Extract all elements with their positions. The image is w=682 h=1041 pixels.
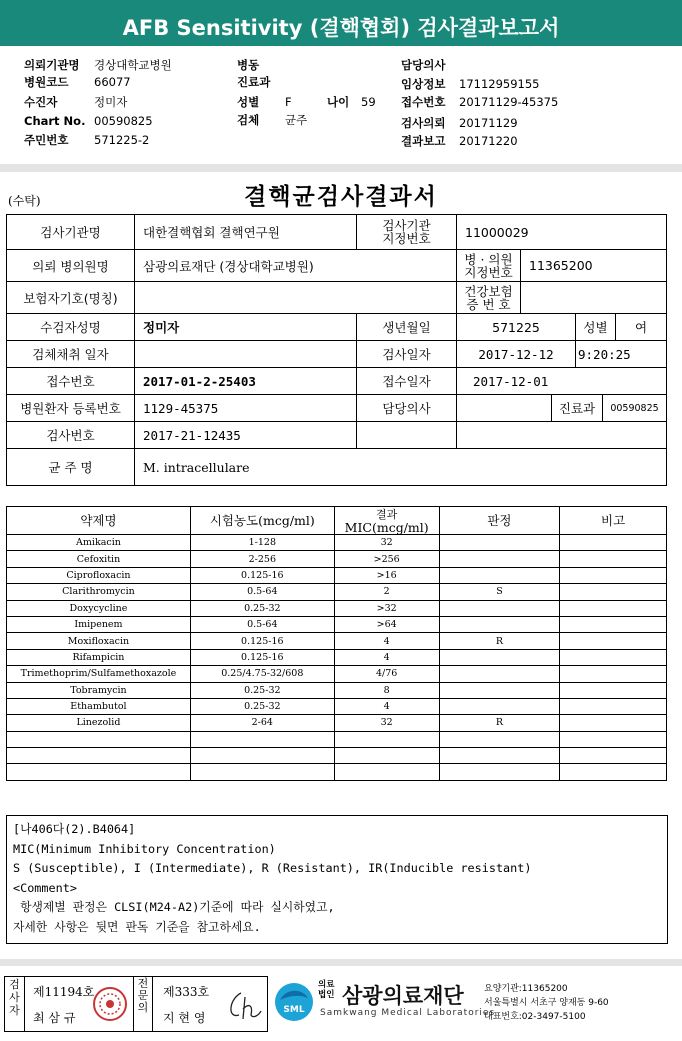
- accession-label: 접수번호: [401, 95, 446, 109]
- drug-mic: 32: [334, 535, 439, 551]
- footer: [0, 966, 682, 1041]
- drug-interpretation: [439, 698, 560, 714]
- notes-box: [6, 815, 668, 944]
- empty-cell: [356, 421, 457, 449]
- organism-label: 균 주 명: [6, 448, 135, 486]
- drug-remark: [560, 551, 667, 567]
- header-result: 결과: [376, 507, 398, 521]
- drug-name: Ciprofloxacin: [7, 567, 191, 583]
- drug-interpretation: R: [439, 633, 560, 649]
- drug-remark: [560, 616, 667, 632]
- drug-name: [7, 748, 191, 764]
- lab-code-label-1: 검사기관: [382, 218, 431, 233]
- age-value: 59: [361, 95, 376, 109]
- receipt-no-label: 접수번호: [6, 367, 135, 395]
- drug-name: Clarithromycin: [7, 584, 191, 600]
- drug-concentration: [190, 764, 334, 780]
- foundation-phone: 대표번호:02-3497-5100: [484, 1012, 586, 1022]
- examiner-no: 제11194호: [33, 985, 95, 999]
- drug-concentration: 0.125-16: [190, 633, 334, 649]
- req-hosp-value: 삼광의료재단 (경상대학교병원): [134, 249, 457, 282]
- drug-name: Linezolid: [7, 715, 191, 731]
- hosp-code-label: [456, 249, 521, 282]
- table-row: [7, 551, 667, 567]
- drug-name: Amikacin: [7, 535, 191, 551]
- drug-concentration: [190, 731, 334, 747]
- chart-label: Chart No.: [24, 114, 86, 128]
- hosp-code-value: 11365200: [520, 249, 667, 282]
- drug-mic: 4: [334, 698, 439, 714]
- table-row: [7, 584, 667, 600]
- drug-remark: [560, 715, 667, 731]
- drug-concentration: [190, 748, 334, 764]
- drug-concentration: 0.125-16: [190, 567, 334, 583]
- sex-label: 성별: [237, 95, 260, 109]
- drug-mic: 4: [334, 649, 439, 665]
- drug-interpretation: [439, 567, 560, 583]
- code-value: 66077: [94, 75, 131, 89]
- drug-concentration: 1-128: [190, 535, 334, 551]
- drug-interpretation: [439, 649, 560, 665]
- sheet-sex-value: 여: [615, 313, 667, 341]
- report-value: 20171220: [459, 134, 518, 148]
- drug-name: Cefoxitin: [7, 551, 191, 567]
- drug-mic: 8: [334, 682, 439, 698]
- table-row: [7, 649, 667, 665]
- drug-name: Moxifloxacin: [7, 633, 191, 649]
- request-value: 20171129: [459, 116, 518, 130]
- table-row: [7, 567, 667, 583]
- lab-code-value: 11000029: [456, 214, 667, 250]
- corp-label-1: 의료: [318, 980, 335, 990]
- drug-mic: >16: [334, 567, 439, 583]
- health-value: [520, 281, 667, 314]
- drug-interpretation: [439, 764, 560, 780]
- name-label: 수검자성명: [6, 313, 135, 341]
- header-mic-unit: MIC(mcg/ml): [344, 519, 429, 535]
- notes-comment-label: <Comment>: [13, 880, 77, 895]
- age-label: 나이: [327, 95, 350, 109]
- lab-label: 검사기관명: [6, 214, 135, 250]
- drug-name: Doxycycline: [7, 600, 191, 616]
- test-no-label: 검사번호: [6, 421, 135, 449]
- rrn-value: 571225-2: [94, 133, 150, 147]
- report-label: 결과보고: [401, 134, 446, 148]
- drug-name: Rifampicin: [7, 649, 191, 665]
- drug-concentration: 0.25/4.75-32/608: [190, 666, 334, 682]
- table-row: [7, 666, 667, 682]
- dob-value: 571225: [456, 313, 576, 341]
- sheet-dept-label: 진료과: [551, 394, 603, 422]
- drug-interpretation: S: [439, 584, 560, 600]
- drug-interpretation: [439, 551, 560, 567]
- logo-badge: SML: [283, 1005, 305, 1015]
- drug-mic: [334, 764, 439, 780]
- drug-remark: [560, 682, 667, 698]
- drug-table-header: [7, 507, 667, 535]
- lab-value: 대한결핵협회 결핵연구원: [134, 214, 357, 250]
- drug-remark: [560, 731, 667, 747]
- hosp-code-label-1: 병 · 의원: [464, 251, 513, 267]
- clinical-label: 임상정보: [401, 77, 446, 91]
- table-row: [7, 616, 667, 632]
- test-time-value: 9:20:25: [575, 340, 667, 368]
- drug-remark: [560, 584, 667, 600]
- lab-code-label-2: 지정번호: [382, 231, 431, 246]
- specialist-label: 전문의: [133, 977, 153, 1031]
- specialist-name: 지 현 영: [163, 1011, 206, 1025]
- examiner-label: 검사자: [5, 977, 25, 1031]
- insurer-value: [134, 281, 457, 314]
- ward-label: 병동: [237, 58, 260, 72]
- collect-value: [134, 340, 357, 368]
- drug-interpretation: [439, 748, 560, 764]
- table-row: [7, 535, 667, 551]
- notes-mic-definition: MIC(Minimum Inhibitory Concentration): [13, 841, 276, 856]
- drug-name: Imipenem: [7, 616, 191, 632]
- health-label-1: 건강보험: [464, 283, 513, 299]
- table-row: [7, 633, 667, 649]
- empty-cell: [456, 421, 667, 449]
- insurer-label: 보험자기호(명칭): [6, 281, 135, 314]
- drug-name: Ethambutol: [7, 698, 191, 714]
- drug-mic: 32: [334, 715, 439, 731]
- chart-value: 00590825: [94, 114, 153, 128]
- drug-interpretation: [439, 731, 560, 747]
- sheet-sex-label: 성별: [575, 313, 616, 341]
- hosp-code-label-2: 지정번호: [464, 264, 513, 280]
- sex-value: F: [285, 95, 292, 109]
- rrn-label: 주민번호: [24, 133, 69, 147]
- drug-mic: 4/76: [334, 666, 439, 682]
- doctor-label: 담당의사: [401, 58, 446, 72]
- receipt-date-label: 접수일자: [356, 367, 457, 395]
- receipt-date-value: 2017-12-01: [456, 367, 667, 395]
- drug-interpretation: [439, 535, 560, 551]
- header-concentration: 시험농도(mcg/ml): [190, 507, 334, 535]
- table-row: [7, 600, 667, 616]
- notes-code: [나406다(2).B4064]: [13, 822, 136, 836]
- health-label-2: 증 번 호: [466, 296, 511, 312]
- name-value: 정미자: [134, 313, 357, 341]
- receipt-no-value: 2017-01-2-25403: [134, 367, 357, 395]
- drug-remark: [560, 633, 667, 649]
- test-no-value: 2017-21-12435: [134, 421, 357, 449]
- foundation-address: 서울특별시 서초구 양재동 9-60: [484, 998, 609, 1008]
- reg-no-label: 병원환자 등록번호: [6, 394, 135, 422]
- nursing-code: 요양기관:11365200: [484, 984, 568, 994]
- drug-interpretation: [439, 682, 560, 698]
- examiner-name: 최 삼 규: [33, 1011, 76, 1025]
- patient-info-panel: [0, 46, 682, 164]
- physician-value: [456, 394, 552, 422]
- drug-remark: [560, 535, 667, 551]
- notes-comment-2: 자세한 사항은 뒷면 판독 기준을 참고하세요.: [13, 919, 261, 934]
- test-date-value: 2017-12-12: [456, 340, 576, 368]
- request-label: 검사의뢰: [401, 116, 446, 130]
- clinical-value: 17112959155: [459, 77, 540, 91]
- drug-mic: 2: [334, 584, 439, 600]
- seal-icon: [93, 987, 127, 1021]
- drug-name: [7, 731, 191, 747]
- drug-concentration: 0.5-64: [190, 584, 334, 600]
- drug-concentration: 0.5-64: [190, 616, 334, 632]
- drug-interpretation: R: [439, 715, 560, 731]
- table-row: [7, 731, 667, 747]
- header-remark: 비고: [560, 507, 667, 535]
- organism-value: M. intracellulare: [134, 448, 667, 486]
- sheet-dept-value: 00590825: [602, 394, 667, 422]
- specialist-no: 제333호: [163, 985, 210, 999]
- foundation-name: 삼광의료재단: [342, 984, 464, 1008]
- drug-mic: >256: [334, 551, 439, 567]
- header-drug: 약제명: [7, 507, 191, 535]
- req-hosp-label: 의뢰 병의원명: [6, 249, 135, 282]
- drug-remark: [560, 567, 667, 583]
- drug-interpretation: [439, 666, 560, 682]
- sml-logo-icon: [272, 978, 316, 1028]
- reg-no-value: 1129-45375: [134, 394, 357, 422]
- drug-name: [7, 764, 191, 780]
- header-mic: [334, 507, 439, 535]
- physician-label: 담당의사: [356, 394, 457, 422]
- drug-remark: [560, 764, 667, 780]
- drug-remark: [560, 649, 667, 665]
- test-date-label: 검사일자: [356, 340, 457, 368]
- drug-interpretation: [439, 600, 560, 616]
- drug-remark: [560, 698, 667, 714]
- health-label: [456, 281, 521, 314]
- drug-mic: [334, 731, 439, 747]
- lab-code-label: [356, 214, 457, 250]
- notes-comment-1: 항생제별 판정은 CLSI(M24-A2)기준에 따라 실시하였고,: [13, 900, 335, 914]
- table-row: [7, 715, 667, 731]
- drug-table: [6, 506, 667, 781]
- dept-label: 진료과: [237, 75, 271, 89]
- signature-icon: [223, 985, 263, 1025]
- corp-label: [318, 980, 334, 1000]
- patient-value: 정미자: [94, 95, 128, 109]
- table-row: [7, 682, 667, 698]
- drug-concentration: 0.125-16: [190, 649, 334, 665]
- drug-name: Trimethoprim/Sulfamethoxazole: [7, 666, 191, 682]
- notes-legend: S (Susceptible), I (Intermediate), R (Resistant), IR(Inducible resistant): [13, 861, 532, 875]
- table-row: [7, 698, 667, 714]
- patient-label: 수진자: [24, 95, 58, 109]
- signature-box: [4, 976, 268, 1032]
- corp-label-2: 법인: [318, 990, 335, 1000]
- drug-name: Tobramycin: [7, 682, 191, 698]
- foundation-en: Samkwang Medical Laboratories: [320, 1008, 496, 1018]
- sheet-title: 결핵균검사결과서: [244, 183, 438, 210]
- specimen-value: 균주: [285, 113, 308, 127]
- sutak-label: (수탁): [8, 194, 41, 208]
- drug-concentration: 2-64: [190, 715, 334, 731]
- drug-mic: 4: [334, 633, 439, 649]
- hospital-value: 경상대학교병원: [94, 58, 172, 72]
- table-row: [7, 764, 667, 780]
- drug-concentration: 0.25-32: [190, 682, 334, 698]
- result-sheet: [0, 172, 682, 959]
- drug-remark: [560, 666, 667, 682]
- header-interpretation: 판정: [439, 507, 560, 535]
- hospital-label: 의뢰기관명: [24, 58, 80, 72]
- code-label: 병원코드: [24, 75, 69, 89]
- table-row: [7, 748, 667, 764]
- drug-mic: >32: [334, 600, 439, 616]
- report-title: AFB Sensitivity (결핵협회) 검사결과보고서: [0, 0, 682, 46]
- drug-remark: [560, 748, 667, 764]
- collect-label: 검체채취 일자: [6, 340, 135, 368]
- drug-concentration: 0.25-32: [190, 600, 334, 616]
- dob-label: 생년월일: [356, 313, 457, 341]
- specimen-label: 검체: [237, 113, 260, 127]
- drug-mic: [334, 748, 439, 764]
- accession-value: 20171129-45375: [459, 95, 559, 109]
- drug-remark: [560, 600, 667, 616]
- drug-concentration: 2-256: [190, 551, 334, 567]
- drug-interpretation: [439, 616, 560, 632]
- drug-mic: >64: [334, 616, 439, 632]
- drug-concentration: 0.25-32: [190, 698, 334, 714]
